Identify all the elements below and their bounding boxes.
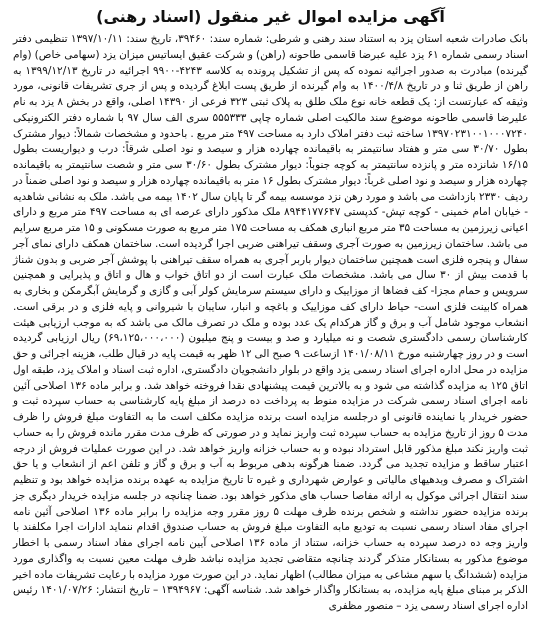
signature: رئیس اداره اجرای اسناد رسمی یزد – منصور مظفری — [13, 584, 528, 612]
publish-date: تاریخ انتشار: ۱۴۰۱/۰۷/۲۶ — [40, 584, 150, 597]
notice-body: بانک صادرات شعبه استان یزد به استناد سند رهنی و شرطی: شماره سند: ۳۹۴۶۰، تاریخ سند: ۱۳۹۷/۱۰/۱۱ تنظیمی دفتر اسناد رسمی شماره ۶۱ یزد علیه عبرضا قاسمی طاحونه (راهن) و شرکت عقیق ایساتیس میزان یزد (سهامی خاص) (وام گیرنده) مبادرت به صدور اجرائیه نموده که پس از تشکیل پرونده به کلاسه ۴۲۴۳-۹۹۰۰ اجرائیه در تاریخ ۱۳۹۹/۱۲/۱۳ به راهن از طریق ثنا و در تاریخ ۱۴۰۰/۴/۸ به وام گیرنده از طریق پست ابلاغ گردیده و پس از جری تشریفات قانونی، مورد وثیقه که عبارتست از: یک قطعه خانه نوع ملک طلق به پلاک ثبتی ۳۲۳ فرعی از ۱۴۳۹۰ اصلی، واقع در بخش ۸ یزد به نام علیرضا قاسمی طاحونه موضوع سند مالکیت اصلی شماره چاپی ۵۵۵۳۳۳ سری الف سال ۹۷ با شماره دفتر الکترونیکی ۱۳۹۷۰۲۳۱۰۰۱۰۰۰۷۲۴۰ ساخته ثبت دفتر املاک دارد به مساحت ۴۹۷ متر مربع . باحدود و مشخصات شمالاً: دیوار مشترک بطول ۳۰/۷۰ سی متر و هفتاد سانتیمتر به باقیمانده چهارده هزار و سیصد و نود اصلی شرقاً: درب و دیواریست بطول ۱۶/۱۵ شانزده متر و پانزده سانتیمتر به کوچه جنوباً: دیوار مشترک بطول ۳۰/۶۰ سی متر و شصت سانتیمتر به باقیمانده چهارده هزار و سیصد و نود اصلی غرباً: دیوار مشترک بطول ۱۶ متر به باقیمانده چهارده هزار و سیصد و نود اصلی ضمناً در ردیف ۲۳۳۰ بازداشت می باشد و مورد رهن نزد موسسه بیمه گر تا پایان سال ۱۴۰۲ بیمه می باشد. ملک به نشانی شاهدیه - خیابان امام خمینی - کوچه تپش- کدپستی ۸۹۴۴۱۷۷۶۴۷ ملک مذکور دارای عرصه ای به مساحت ۴۹۷ متر مربع و دارای اعیانی زیرزمین به مساحت ۳۵ متر مربع انباری همکف به مساحت ۱۷۵ متر مربع به صورت مسکونی و ۱۵ متر مربع سرایم می باشد. ساختمان زیرزمین به صورت آجری وسقف تیراهنی ضربی اجرا گردیده است. ساختمان همکف دارای نمای آجر سفال و پنجره فلزی است همچنین ساختمان دیوار باربر آجری به همراه سقف تیراهنی با پوشش آجر ضربی و بدون شناژ با قدمت بیش از ۳۰ سال می باشد. مشخصات ملک عبارت است از دو اتاق خواب و هال و اتاق و پذیرایی و همچنین سرویس و حمام مجزا- کف فضاها از موزاییک و دارای سیستم سرمایش کولر آبی و گازی و گرمایش آبگرمکن و بخاری به همراه کابینت فلزی است- حیاط دارای کف موزاییک و باغچه و انبار، سایبان با شیروانی و پایه فلزی و در برقی است. انشعاب موجود شامل آب و برق و گاز هرکدام یک عدد بوده و ملک در تصرف مالک می باشد که به موجب ارزیابی هیئت کارشناسان رسمی دادگستری شصت و نه میلیارد و صد و بیست و پنج میلیون (۶۹،۱۲۵،۰۰۰،۰۰۰) ریال ارزیابی گردیده است و در روز چهارشنبه مورخ ۱۴۰۱/۰۸/۱۱ ازساعت ۹ صبح الی ۱۲ ظهر به قیمت پایه در قبال طلب، هزینه اجرائی و حق مزایده در محل اداره اجرای اسناد رسمی یزد واقع در بلوار دانشجویان دادگستری، اداره ثبت اسناد و املاک یزد، طبقه اول اتاق ۱۲۵ به مزایده گذاشته می شود و به بالاترین قیمت پیشنهادی نقدا فروخته خواهد شد. و برابر ماده ۱۳۶ اصلاحی آئین نامه اجرای اسناد رسمی شرکت در مزایده منوط به پرداخت ده درصد از مبلغ پایه کارشناسی به حساب سپرده ثبت و حضور خریدار یا نماینده قانونی او درجلسه مزایده است برنده مزایده مکلف است ما به التفاوت مبلغ فروش را ظرف مدت ۵ روز از تاریخ مزایده به حساب سپرده ثبت واریز نماید و در صورتی که ظرف مدت مقرر مانده فروش را به حساب ثبت واریز نکند مبلغ مذکور قابل استرداد نبوده و به حساب خزانه واریز خواهد شد. در این صورت عملیات فروش از درجه اعتبار ساقط و مزایده تجدید می گردد. ضمنا هرگونه بدهی مربوط به آب و برق و گاز و تلفن اعم از انشعاب و یا حق اشتراک و مصرف وبدهیهای مالیاتی و عوارض شهرداری و غیره تا تاریخ مزایده به عهده برنده مزایده خواهد بود و تنظیم سند انتقال اجرائی موکول به ارائه مفاصا حساب های مذکور خواهد بود. ضمنا چنانچه در جلسه مزایده خریدار دیگری جز برنده مزایده حضور نداشته و شخص برنده ظرف مهلت ۵ روز مقرر وجه مزایده را برابر ماده ۱۳۶ اصلاحی آئین نامه اجرای مفاد اسناد رسمی نسبت به تودیع مابه التفاوت مبلغ فروش به حساب صندوق اقدام ننماید ادارات اجرا مکلفند با واریز وجه ده درصد سپرده به حساب خزانه، ستناد از ماده ۱۳۶ اصلاحی آیین نامه اجرای مفاد اسناد رسمی با اخطار موضوع مذکور به بستانکار متذکر گردند چنانچه متقاضی تجدید مزایده نباشد ظرف مهلت معین نسبت به واگذاری مورد مزایده (ششدانگ یا سهم مشاعی به میزان مطالب) اظهار نماید. در این صورت مورد مزایده با رعایت تشریفات ماده اخیر الذکر بر مبنای مبلغ پایه مزایده، به بستانکار واگذار خواهد شد. شناسه آگهی: ۱۳۹۴۹۶۷ – تاریخ انتشار: ۱۴۰۱/۰۷/۲۶ رئیس اداره اجرای اسناد رسمی یزد – منصور مظفری — [13, 33, 529, 612]
notice-title: آگهی مزایده اموال غیر منقول (اسناد رهنی) — [96, 7, 445, 26]
notice-id: شناسه آگهی: ۱۳۹۴۹۶۷ — [161, 584, 262, 597]
notice-paragraph: بانک صادرات شعبه استان یزد به استناد سند رهنی و شرطی: شماره سند: ۳۹۴۶۰، تاریخ سند: ۱۳۹۷/۱۰/۱۱ تنظیمی دفتر اسناد رسمی شماره ۶۱ یزد علیه عبرضا قاسمی طاحونه (راهن) و شرکت عقیق ایساتیس میزان یزد (سهامی خاص) (وام گیرنده) مبادرت به صدور اجرائیه نموده که پس از تشکیل پرونده به کلاسه ۴۲۴۳-۹۹۰۰ اجرائیه در تاریخ ۱۳۹۹/۱۲/۱۳ به راهن از طریق ثنا و در تاریخ ۱۴۰۰/۴/۸ به وام گیرنده از طریق پست ابلاغ گردیده و پس از جری تشریفات قانونی، مورد وثیقه که عبارتست از: یک قطعه خانه نوع ملک طلق به پلاک ثبتی ۳۲۳ فرعی از ۱۴۳۹۰ اصلی، واقع در بخش ۸ یزد به نام علیرضا قاسمی طاحونه موضوع سند مالکیت اصلی شماره چاپی ۵۵۵۳۳۳ سری الف سال ۹۷ با شماره دفتر الکترونیکی ۱۳۹۷۰۲۳۱۰۰۱۰۰۰۷۲۴۰ ساخته ثبت دفتر املاک دارد به مساحت ۴۹۷ متر مربع . باحدود و مشخصات شمالاً: دیوار مشترک بطول ۳۰/۷۰ سی متر و هفتاد سانتیمتر به باقیمانده چهارده هزار و سیصد و نود اصلی شرقاً: درب و دیواریست بطول ۱۶/۱۵ شانزده متر و پانزده سانتیمتر به کوچه جنوباً: دیوار مشترک بطول ۳۰/۶۰ سی متر و شصت سانتیمتر به باقیمانده چهارده هزار و سیصد و نود اصلی غرباً: دیوار مشترک بطول ۱۶ متر به باقیمانده چهارده هزار و سیصد و نود اصلی ضمناً در ردیف ۲۳۳۰ بازداشت می باشد و مورد رهن نزد موسسه بیمه گر تا پایان سال ۱۴۰۲ بیمه می باشد. ملک به نشانی شاهدیه - خیابان امام خمینی - کوچه تپش- کدپستی ۸۹۴۴۱۷۷۶۴۷ ملک مذکور دارای عرصه ای به مساحت ۴۹۷ متر مربع و دارای اعیانی زیرزمین به مساحت ۳۵ متر مربع انباری همکف به مساحت ۱۷۵ متر مربع به صورت مسکونی و ۱۵ متر مربع سرایم می باشد. ساختمان زیرزمین به صورت آجری وسقف تیراهنی ضربی اجرا گردیده است. ساختمان همکف دارای نمای آجر سفال و پنجره فلزی است همچنین ساختمان دیوار باربر آجری به همراه سقف تیراهنی با پوشش آجر ضربی و بدون شناژ با قدمت بیش از ۳۰ سال می باشد. مشخصات ملک عبارت است از دو اتاق خواب و هال و اتاق و پذیرایی و همچنین سرویس و حمام مجزا- کف فضاها از موزاییک و دارای سیستم سرمایش کولر آبی و گازی و گرمایش آبگرمکن و بخاری به همراه کابینت فلزی است- حیاط دارای کف موزاییک و باغچه و انبار، سایبان با شیروانی و پایه فلزی و در برقی است. انشعاب موجود شامل آب و برق و گاز هرکدام یک عدد بوده و ملک در تصرف مالک می باشد که به موجب ارزیابی هیئت کارشناسان رسمی دادگستری شصت و نه میلیارد و صد و بیست و پنج میلیون (۶۹،۱۲۵،۰۰۰،۰۰۰) ریال ارزیابی گردیده است و در روز چهارشنبه مورخ ۱۴۰۱/۰۸/۱۱ ازساعت ۹ صبح الی ۱۲ ظهر به قیمت پایه در قبال طلب، هزینه اجرائی و حق مزایده در محل اداره اجرای اسناد رسمی یزد واقع در بلوار دانشجویان دادگستری، اداره ثبت اسناد و املاک یزد، طبقه اول اتاق ۱۲۵ به مزایده گذاشته می شود و به بالاترین قیمت پیشنهادی نقدا فروخته خواهد شد. و برابر ماده ۱۳۶ اصلاحی آئین نامه اجرای اسناد رسمی شرکت در مزایده منوط به پرداخت ده درصد از مبلغ پایه کارشناسی به حساب سپرده ثبت و حضور خریدار یا نماینده قانونی او درجلسه مزایده است برنده مزایده مکلف است ما به التفاوت مبلغ فروش را ظرف مدت ۵ روز از تاریخ مزایده به حساب سپرده ثبت واریز نماید و در صورتی که ظرف مدت مقرر مانده فروش را به حساب ثبت واریز نکند مبلغ مذکور قابل استرداد نبوده و به حساب خزانه واریز خواهد شد. در این صورت عملیات فروش از درجه اعتبار ساقط و مزایده تجدید می گردد. ضمنا هرگونه بدهی مربوط به آب و برق و گاز و تلفن اعم از انشعاب و یا حق اشتراک و مصرف وبدهیهای مالیاتی و عوارض شهرداری و غیره تا تاریخ مزایده به عهده برنده مزایده خواهد بود و تنظیم سند انتقال اجرائی موکول به ارائه مفاصا حساب های مذکور خواهد بود. ضمنا چنانچه در جلسه مزایده خریدار دیگری جز برنده مزایده حضور نداشته و شخص برنده ظرف مهلت ۵ روز مقرر وجه مزایده را برابر ماده ۱۳۶ اصلاحی آئین نامه اجرای مفاد اسناد رسمی نسبت به تودیع مابه التفاوت مبلغ فروش به حساب صندوق اقدام ننماید ادارات اجرا مکلفند با واریز وجه ده درصد سپرده به حساب خزانه، ستناد از ماده ۱۳۶ اصلاحی آیین نامه اجرای مفاد اسناد رسمی با اخطار موضوع مذکور به بستانکار متذکر گردند چنانچه متقاضی تجدید مزایده نباشد ظرف مهلت معین نسبت به واگذاری مورد مزایده (ششدانگ یا سهم مشاعی به میزان مطالب) اظهار نماید. در این صورت مورد مزایده با رعایت تشریفات ماده اخیر الذکر بر مبنای مبلغ پایه مزایده، به بستانکار واگذار خواهد شد. — [13, 33, 529, 597]
